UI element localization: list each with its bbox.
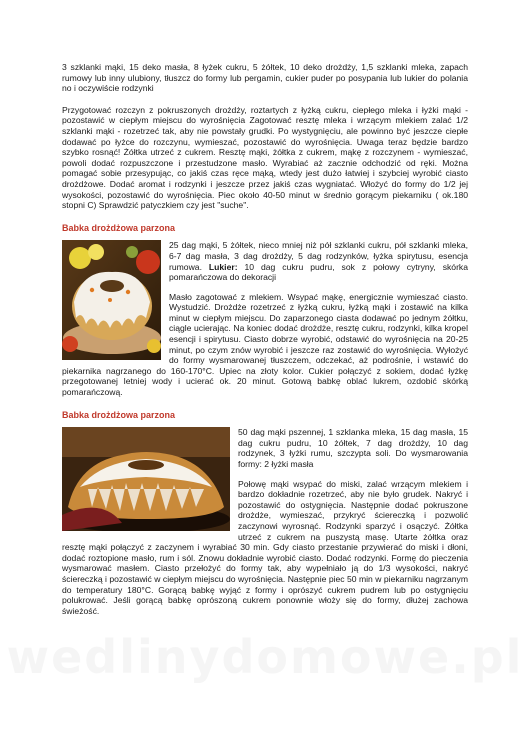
recipe-document [62, 62, 468, 616]
recipe1-method: Masło zagotować z mlekiem. Wsypać mąkę, energicznie wymieszać ciasto. Wystudzić. Drożdże rozetrzeć z łyżką cukru, łyżką mąki i zostawić na kilka minut w ciepłym miejscu. Do zaparzonego ciasta dodawać po jednym żółtku, ciągle ucierając. Na koniec dodać drożdże, resztę cukru, rodzynki, kilka kropel esencji i spirytusu. Ciasto dobrze wyrobić, odstawić do wyrośnięcia na 20-25 minut, po czym znów wyrobić i jeszcze raz zostawić do wyrośnięcia. Wyłożyć do formy wysmarowanej tłuszczem, odczekać, aż podrośnie, i wstawić do piekarnika nagrzanego do 160-170°C. Upiec na złoty kolor. Cukier połączyć z sokiem, dodać łyżkę przegotowanej letniej wody i ucierać ok. 20 minut. Gotową babkę oblać lukrem, ozdobić skórką pomarańczową. [62, 291, 468, 398]
babka-photo-1 [62, 240, 161, 360]
recipe2-method: Połowę mąki wsypać do miski, zalać wrzącym mlekiem i bardzo dokładnie rozetrzeć, aby nie było grudek. Nakryć i pozostawić do ostygnięcia. Następnie dodać pokruszone drożdże, wymieszać, przykryć ściereczką i pozwolić zaczynowi wyrosnąć. Rodzynki sparzyć i osączyć. Żółtka utrzeć z cukrem na puszystą masę. Utarte żółtka oraz resztę mąki połączyć z zaczynem i wyrabiać 30 min. Gdy ciasto przestanie przywierać do miski i dłoni, dodać roztopione masło, rum i sól. Znowu dokładnie wyrobić ciasto. Dodać rodzynki. Formę do pieczenia wysmarować masłem. Ciasto przełożyć do formy tak, aby wypełniało ją do 1/3 wysokości, nakryć ściereczką i pozostawić w ciepłym miejscu do wyrośnięcia. Następnie piec 50 min w piekarniku nagrzanym do temperatury 180°C. Gorącą babkę wyjąć z formy i oprószyć cukrem pudrem lub po ostygnięciu polukrować. Jeśli gorącą babkę oprószoną cukrem ponownie włoży się do formy, dłużej zachowa świeżość. [62, 478, 468, 616]
recipe1-title: Babka drożdżowa parzona [62, 222, 176, 233]
bundt-cake-image [62, 240, 161, 360]
recipe2-ingredients: 50 dag mąki pszennej, 1 szklanka mleka, 15 dag masła, 15 dag cukru pudru, 10 żółtek, 7 dag drożdży, 10 dag rodzynek, 3 łyżki rumu, szczypta soli. Do wysmarowania formy: 2 łyżki masła [238, 427, 468, 469]
recipe1-ingredients-lead: 25 dag mąki, 5 żółtek, nieco mniej niż pół szklanki cukru, pół szklanki mleka, 6-7 dag masła, 3 dag drożdży, 5 dag rodzynków, łyżka spirytusu, esencja rumowa. [169, 240, 468, 272]
recipe2-title: Babka drożdżowa parzona [62, 409, 176, 420]
intro-ingredients: 3 szklanki mąki, 15 deko masła, 8 łyżek cukru, 5 żółtek, 10 deko drożdży, 1,5 szklanki mleka, zapach rumowy lub inny ulubiony, tłuszcz do formy lub pergamin, cukier puder po posypania lub lukier do polania no i oczywiście rodzynki [62, 62, 468, 94]
lukier-label: Lukier: [208, 261, 238, 272]
intro-method: Przygotować rozczyn z pokruszonych drożdży, roztartych z łyżką cukru, ciepłego mleka i łyżki mąki - pozostawić w ciepłym miejscu do wyrośnięcia Zagotować resztę mleka i wrzącym mlekiem zalać 1/2 szklanki mąki - rozetrzeć tak, aby nie powstały grudki. Po wystygnięciu, ale powinno być jeszcze ciepłe dodawać po łyżce do rozczynu, wymieszać, pozostawić do wyrośnięcia. Uwaga teraz będzie bardzo szybko rosnąć! Żółtka utrzeć z cukrem. Resztę mąki, żółtka z cukrem, mąkę z rozczynem - wymieszać, powoli dodać rozpuszczone i przestudzone masło. Wyrabiać aż zacznie odchodzić od ręki. Można pomagać sobie przesypując, co jakiś czas ręce mąką, wtedy jest dużo łatwiej i szybciej wyrobić ciasto drożdżowe. Dodać aromat i rodzynki i jeszcze przez jakiś czas wygniatać. Włożyć do formy do 1/2 jej wysokości, pozostawić do wyrośnięcia. Piec około 40-50 minut w średnio gorącym piekarniku ( ok.180 stopni C) Sprawdzić patyczkiem czy jest "suche". [62, 104, 468, 211]
lukier-text: 10 dag cukru pudru, sok z połowy cytryny, skórka pomarańczowa do dekoracji [169, 261, 469, 283]
site-watermark: wedlinydomowe.pl [6, 630, 524, 684]
babka-photo-2 [62, 427, 230, 531]
sugared-babka-image [62, 427, 230, 531]
